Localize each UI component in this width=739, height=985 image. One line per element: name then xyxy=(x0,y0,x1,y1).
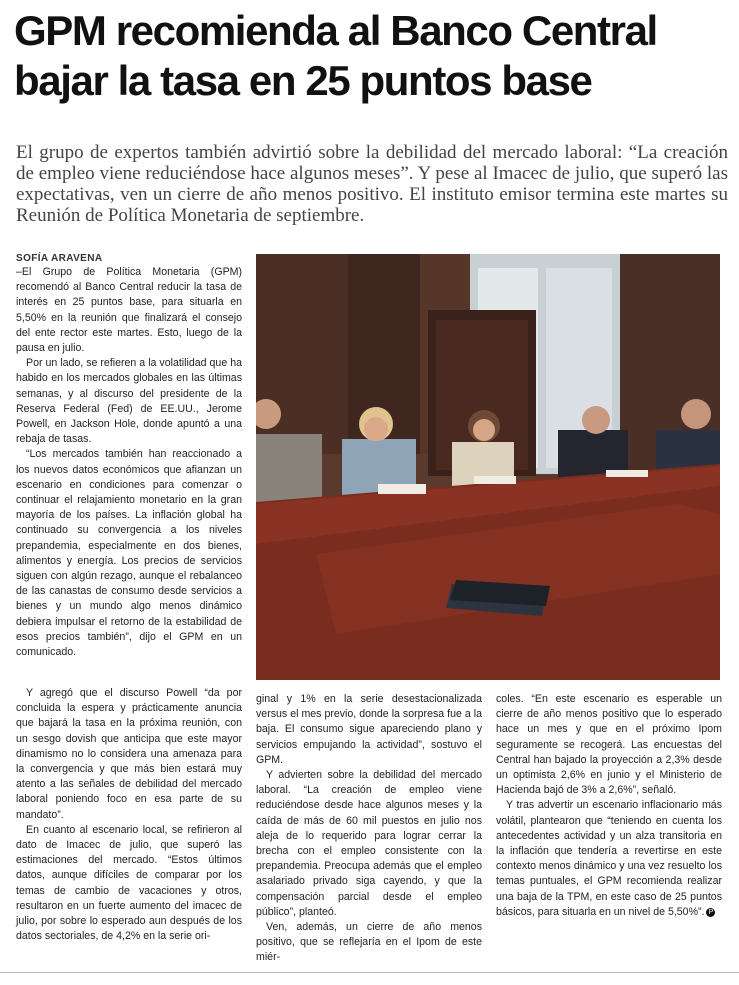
bottom-rule xyxy=(0,972,739,973)
end-mark-icon: P xyxy=(706,908,715,917)
paragraph: Por un lado, se refieren a la volatilidad que ha habido en los mercados globales en las últimas semanas, y al discurso del presidente de la Reserva Federal (Fed) de EE.UU., Jerome Powell, en Jackson Hole, donde apuntó a una rebaja de tasas. xyxy=(16,357,242,446)
article-column-2 xyxy=(256,692,482,966)
meeting-photo xyxy=(256,254,720,680)
headline: GPM recomienda al Banco Central bajar la tasa en 25 puntos base xyxy=(14,7,657,104)
paragraph: En cuanto al escenario local, se refirieron al dato de Imacec de julio, que superó las estimaciones del mercado. “Estos últimos datos, aunque difíciles de comparar por los temas de cambio de vacaciones y otros, resultaron en un fuerte aumento del imacec de julio, por sobre lo esperado aun después de los datos sectoriales, de 4,2% en la serie ori- xyxy=(16,823,242,943)
paragraph: “Los mercados también han reaccionado a los nuevos datos económicos que afianzan un escenario en condiciones para comenzar o continuar el relajamiento monetario en la gran mayoría de los países. La inflación global ha continuado su convergencia a los niveles prepandemia, especialmente en dos bienes, alimentos y energía. Los precios de servicios siguen con algún rezago, aunque el rebalanceo de las canastas de consumo desde servicios a bienes y un mundo algo menos dinámico debiera impulsar el retorno de la estabilidad de esos precios también”, dijo el GPM en un comunicado. xyxy=(16,448,242,659)
deck: El grupo de expertos también advirtió sobre la debilidad del mercado laboral: “La creación de empleo viene reduciéndose hace algunos meses”. Y pese al Imacec de julio, que superó las expectativas, ven un cierre de año menos positivo. El instituto emisor termina este martes su Reunión de Política Monetaria de septiembre. xyxy=(16,142,728,226)
byline: SOFÍA ARAVENA xyxy=(16,253,103,264)
paragraph xyxy=(496,798,722,920)
paragraph: Y agregó que el discurso Powell “da por concluida la espera y prácticamente anuncia que bajará la tasa en la próxima reunión, con un sesgo dovish que anticipa que este mayor dinamismo no lo considera una amenaza para la convergencia y que más bien estará muy atento a las señales de debilidad del mercado laboral poniendo foco en esa parte de su mandato”. xyxy=(16,687,242,821)
paragraph: –El Grupo de Política Monetaria (GPM) recomendó al Banco Central reducir la tasa de interés en 25 puntos base, para situarla en 5,50% en la reunión que finalizará el consejo del ente rector este martes. Esto, luego de la pausa en julio. xyxy=(16,266,242,355)
paragraph: Y advierten sobre la debilidad del mercado laboral. “La creación de empleo viene reduciéndose desde hace algunos meses y la caída de más de 60 mil puestos en julio nos aleja de lo requerido para lograr cerrar la brecha con el empleo consistente con la prepandemia. Preocupa además que el empleo asalariado privado siga cayendo, y que la compensación parcial desde el empleo público”, planteó. xyxy=(256,769,482,918)
article-column-3 xyxy=(496,692,722,920)
paragraph: coles. “En este escenario es esperable un cierre de año menos positivo que lo esperado hace un mes y que en el próximo Ipom seguramente se recogerá. Las encuestas del Central han bajado la proyección a 2,3% desde un optimista 2,6% en junio y el Ministerio de Hacienda bajó de 3% a 2,6%”, señaló. xyxy=(496,693,722,797)
article-column-1 xyxy=(16,265,242,660)
article-column-1-bottom xyxy=(16,686,242,944)
paragraph: Ven, además, un cierre de año menos positivo, que se reflejaría en el Ipom de este miér- xyxy=(256,921,482,964)
paragraph-text: Y tras advertir un escenario inflacionario más volátil, plantearon que “teniendo en cuenta los antecedentes actividad y un alza transitoria en la inflación que tendería a revertirse en este contexto menos dinámico y una vez resuelto los temas puntuales, el GPM recomienda realizar una baja de la TPM, en este caso de 25 puntos básicos, para situarla en un nivel de 5,50%”. xyxy=(496,799,722,918)
paragraph: ginal y 1% en la serie desestacionalizada versus el mes previo, donde la sorpresa fue a la baja. El consumo sigue apareciendo plano y servicios empujando la actividad”, sostuvo el GPM. xyxy=(256,693,482,766)
